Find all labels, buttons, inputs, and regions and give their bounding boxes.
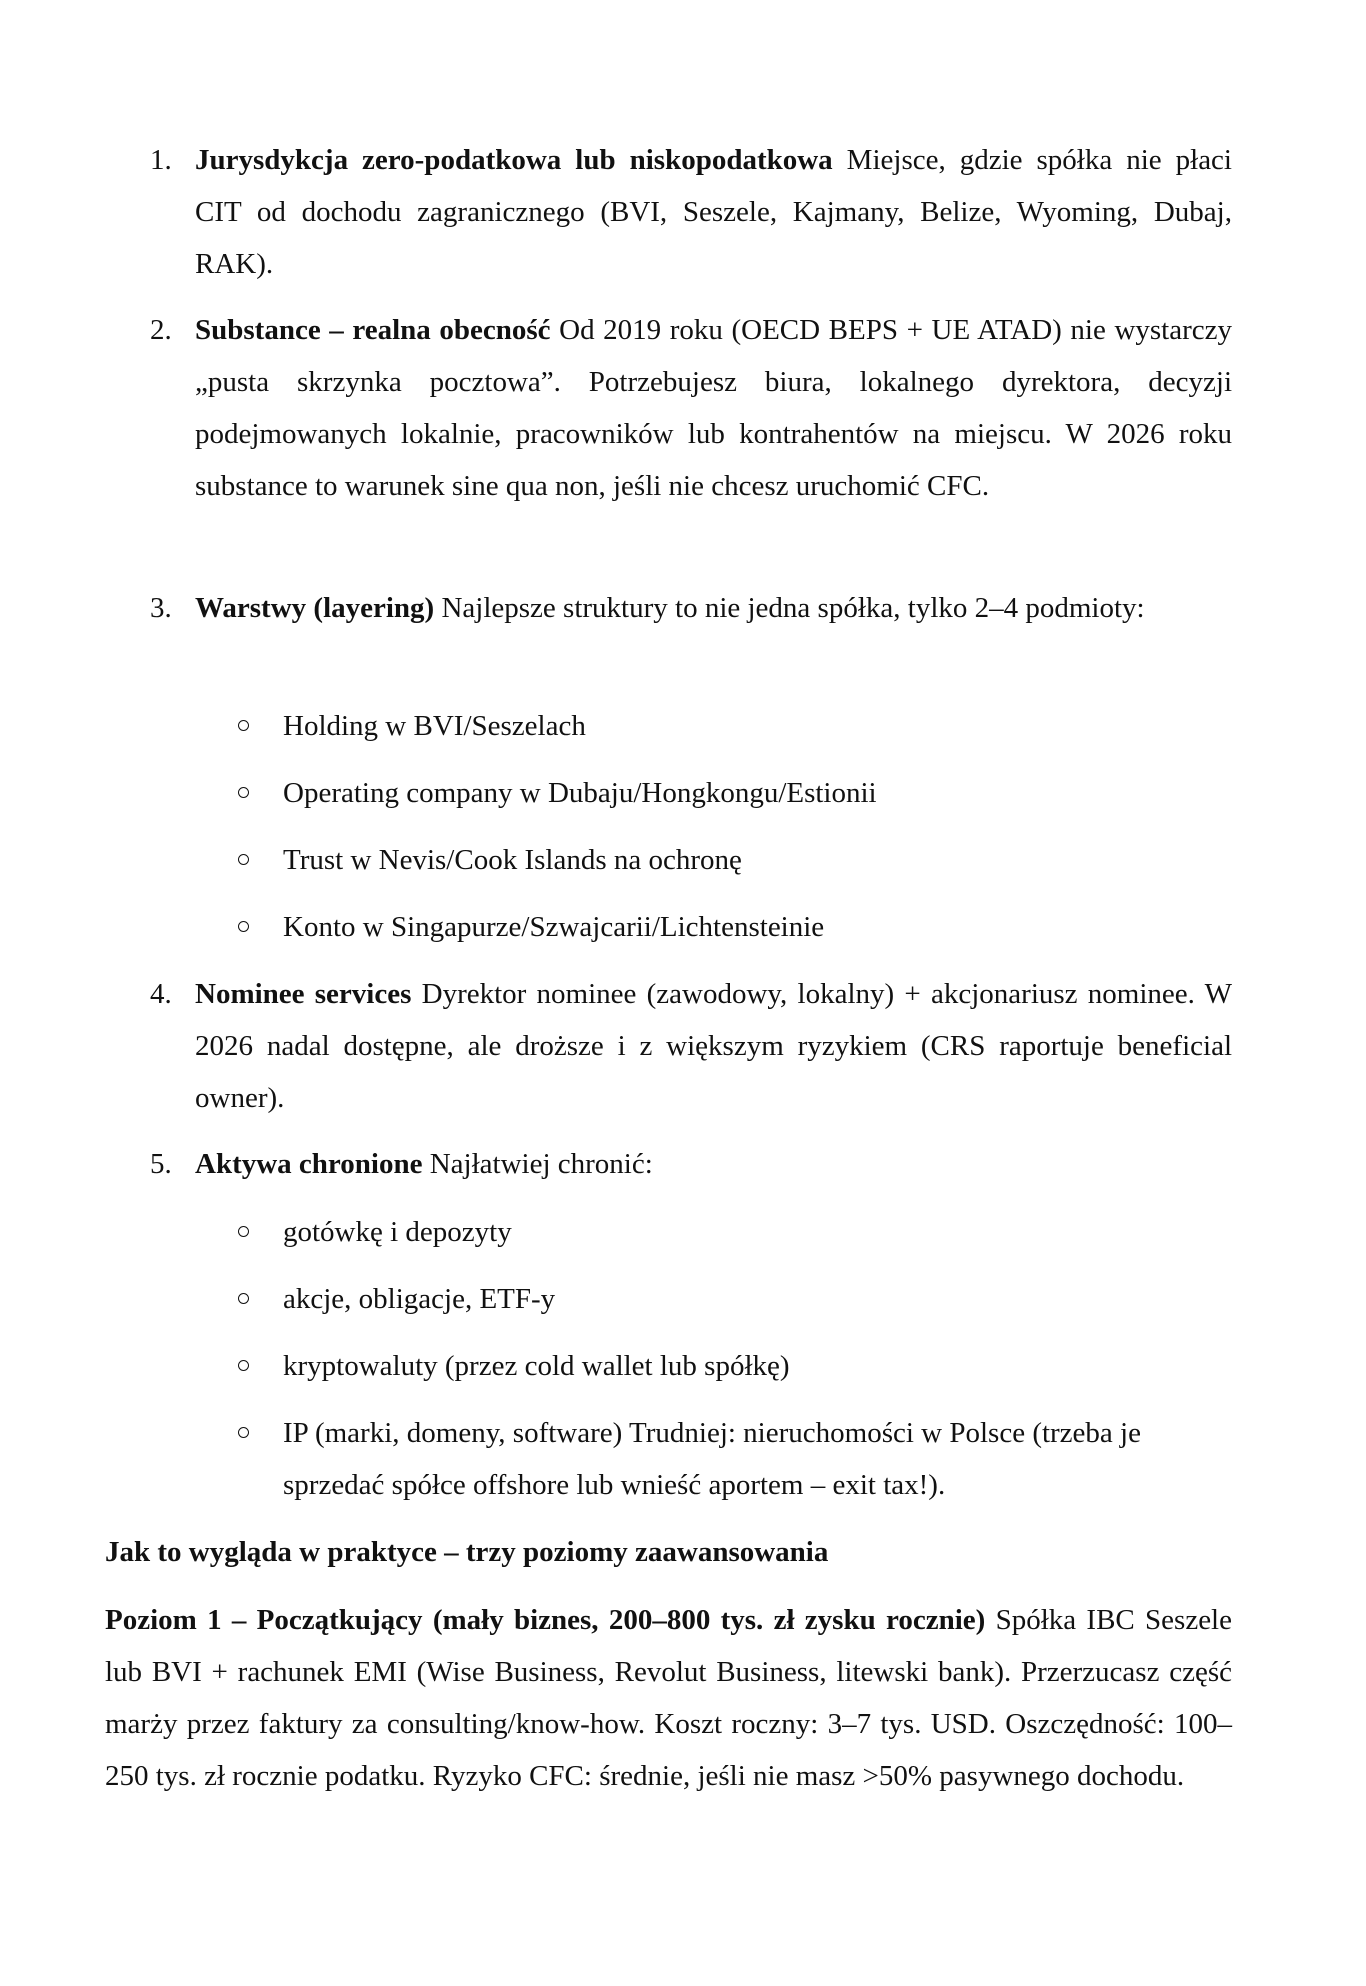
list-number: 3.	[150, 592, 172, 624]
sub-list-item-text: Trust w Nevis/Cook Islands na ochronę	[283, 844, 742, 876]
list-item-body	[195, 968, 1232, 1124]
sub-list-item-text: Konto w Singapurze/Szwajcarii/Lichtensteinie	[283, 911, 825, 943]
sub-list-item-text: kryptowaluty (przez cold wallet lub spółkę)	[283, 1350, 790, 1382]
circle-bullet-icon	[238, 921, 249, 932]
list-number: 4.	[150, 978, 172, 1010]
sub-list-item-text: gotówkę i depozyty	[283, 1216, 512, 1248]
list-item-3	[150, 582, 1232, 634]
level-1-paragraph	[105, 1594, 1232, 1802]
list-item-2	[150, 304, 1232, 512]
list-item-body	[195, 134, 1232, 290]
list-item-body	[195, 1138, 1232, 1190]
list-item-title: Warstwy (layering)	[195, 592, 435, 624]
list-item-body	[195, 582, 1232, 634]
circle-bullet-icon	[238, 1293, 249, 1304]
list-item-title: Substance – realna obecność	[195, 314, 551, 346]
list-item-body	[195, 304, 1232, 512]
list-item-text: Miejsce, gdzie spółka nie płaci CIT od dochodu zagranicznego (BVI, Seszele, Kajmany, Belize, Wyoming, Dubaj, RAK).	[195, 144, 1232, 280]
sub-list-item-text: IP (marki, domeny, software) Trudniej: nieruchomości w Polsce (trzeba je sprzedać spółce offshore lub wnieść aportem – exit tax!).	[283, 1417, 1141, 1501]
list-item-text: Od 2019 roku (OECD BEPS + UE ATAD) nie wystarczy „pusta skrzynka pocztowa”. Potrzebujesz biura, lokalnego dyrektora, decyzji podejmowanych lokalnie, pracowników lub kontrahentów na miejscu. W 2026 roku substance to warunek sine qua non, jeśli nie chcesz uruchomić CFC.	[195, 314, 1232, 502]
list-item-text: Najłatwiej chronić:	[422, 1148, 653, 1180]
list-item-text: Najlepsze struktury to nie jedna spółka, tylko 2–4 podmioty:	[434, 592, 1145, 624]
circle-bullet-icon	[238, 1360, 249, 1371]
list-item-text: Dyrektor nominee (zawodowy, lokalny) + akcjonariusz nominee. W 2026 nadal dostępne, ale droższe i z większym ryzykiem (CRS raportuje beneficial owner).	[195, 978, 1232, 1114]
sub-list-item	[238, 1206, 1233, 1258]
list-number: 5.	[150, 1148, 172, 1180]
list-item-title: Nominee services	[195, 978, 412, 1010]
list-item-title: Aktywa chronione	[195, 1148, 423, 1180]
list-number: 1.	[150, 144, 172, 176]
list-item-5	[150, 1138, 1232, 1190]
list-item-4	[150, 968, 1232, 1124]
level-1-text: Spółka IBC Seszele lub BVI + rachunek EMI (Wise Business, Revolut Business, litewski bank). Przerzucasz część marży przez faktury za consulting/know-how. Koszt roczny: 3–7 tys. USD. Oszczędność: 100–250 tys. zł rocznie podatku. Ryzyko CFC: średnie, jeśli nie masz >50% pasywnego dochodu.	[105, 1604, 1232, 1792]
sub-list-item	[238, 1273, 1233, 1325]
sub-list-item-text: akcje, obligacje, ETF-y	[283, 1283, 556, 1315]
sub-list-item	[238, 1407, 1233, 1511]
list-item-1	[150, 134, 1232, 290]
level-1-title: Poziom 1 – Początkujący (mały biznes, 200–800 tys. zł zysku rocznie)	[105, 1604, 986, 1636]
sub-list-item-text: Operating company w Dubaju/Hongkongu/Estionii	[283, 777, 877, 809]
circle-bullet-icon	[238, 787, 249, 798]
circle-bullet-icon	[238, 1427, 249, 1438]
list-item-title: Jurysdykcja zero-podatkowa lub niskopodatkowa	[195, 144, 833, 176]
sub-list-item	[238, 700, 1233, 752]
sub-list-item	[238, 901, 1233, 953]
sub-list-item	[238, 767, 1233, 819]
list-number: 2.	[150, 314, 172, 346]
sub-list-item	[238, 834, 1233, 886]
circle-bullet-icon	[238, 720, 249, 731]
section-heading-text: Jak to wygląda w praktyce – trzy poziomy zaawansowania	[105, 1536, 829, 1568]
sub-list-item-text: Holding w BVI/Seszelach	[283, 710, 586, 742]
section-heading	[105, 1526, 1232, 1578]
sub-list-item	[238, 1340, 1233, 1392]
circle-bullet-icon	[238, 1226, 249, 1237]
circle-bullet-icon	[238, 854, 249, 865]
